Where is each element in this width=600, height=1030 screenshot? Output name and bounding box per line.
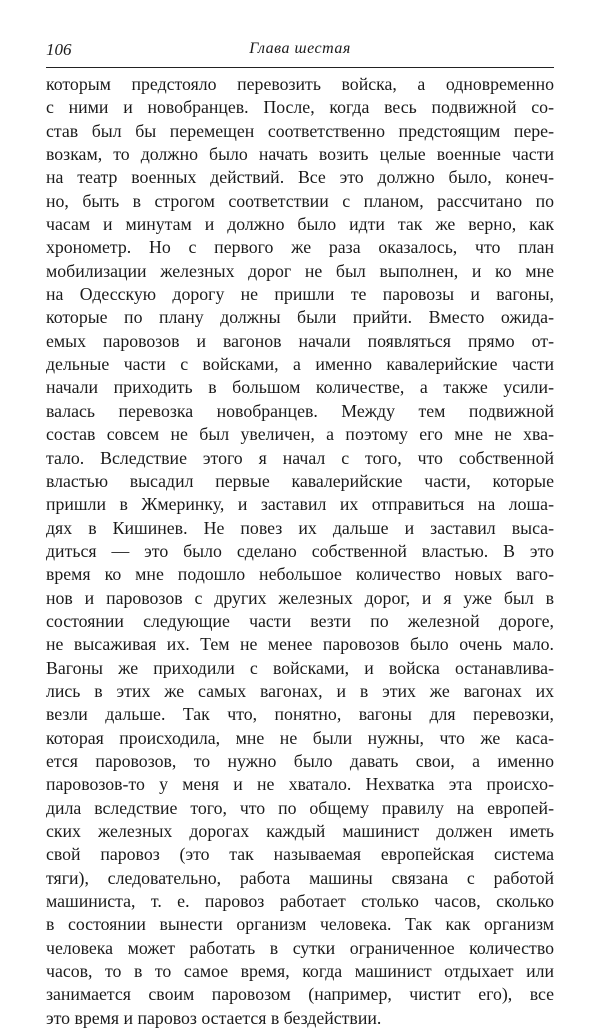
text-line: в состоянии вынести организм человека. Так как организм (46, 914, 554, 935)
text-line: которая происходила, мне не были нужны, что же каса- (46, 727, 554, 748)
text-line: состоянии следующие части везти по железной дороге, (46, 610, 554, 631)
text-line: это время и паровоз остается в бездействии. (46, 1007, 382, 1028)
text-line: дях в Кишинев. Не повез их дальше и заставил выса- (46, 517, 554, 538)
text-line: лись в этих же самых вагонах, и в этих же вагонах их (46, 680, 554, 701)
text-line: не высаживая их. Тем не менее паровозов было очень мало. (46, 634, 554, 655)
text-line: занимается своим паровозом (например, чистит его), все (46, 984, 554, 1005)
text-line: паровозов-то у меня и не хватало. Нехватка эта происхо- (46, 774, 554, 795)
text-line: которые по плану должны были прийти. Вместо ожида- (46, 307, 554, 328)
text-line: везли дальше. Так что, понятно, вагоны для перевозки, (46, 704, 554, 725)
text-line: дельные части с войсками, а именно кавалерийские части (46, 354, 554, 375)
text-line: машиниста, т. е. паровоз работает столько часов, сколько (46, 891, 554, 912)
text-line: состав совсем не был увеличен, а поэтому его мне не хва- (46, 424, 554, 445)
text-line: время ко мне подошло небольшое количество новых ваго- (46, 564, 554, 585)
body-text (46, 73, 554, 1030)
text-line: нов и паровозов с других железных дорог, и я уже был в (46, 587, 554, 608)
running-head (46, 40, 554, 62)
text-line: диться — это было сделано собственной властью. В это (46, 540, 554, 561)
text-line: став был бы перемещен соответственно предстоящим пере- (46, 120, 554, 141)
text-line: с ними и новобранцев. После, когда весь подвижной со- (46, 97, 554, 118)
text-line: которым предстояло перевозить войска, а одновременно (46, 74, 554, 94)
text-line: дила вследствие того, что по общему правилу на европей- (46, 797, 554, 818)
text-line: на театр военных действий. Все это должно было, конеч- (46, 167, 554, 188)
text-line: человека может работать в сутки ограниченное количество (46, 937, 554, 958)
text-line: часов, то в то самое время, когда машинист отдыхает или (46, 961, 554, 982)
text-line: свой паровоз (это так называемая европейская система (46, 844, 554, 865)
text-line: возкам, то должно было начать возить целые военные части (46, 144, 554, 165)
text-line: валась перевозка новобранцев. Между тем подвижной (46, 400, 554, 421)
text-line: начали приходить в большом количестве, а также усили- (46, 377, 554, 398)
text-line: часам и минутам и должно было идти так же верно, как (46, 214, 554, 235)
text-line: Вагоны же приходили с войсками, и войска останавлива- (46, 657, 554, 678)
text-line: тало. Вследствие этого я начал с того, что собственной (46, 447, 554, 468)
text-line: властью высадил первые кавалерийские части, которые (46, 470, 554, 491)
text-line: ских железных дорогах каждый машинист должен иметь (46, 821, 554, 841)
text-line: ется паровозов, то нужно было давать свои, а именно (46, 750, 554, 771)
page-number: 106 (46, 40, 72, 59)
text-line: но, быть в строгом соответствии с планом, рассчитано по (46, 190, 554, 211)
text-line: тяги), следовательно, работа машины связана с работой (46, 867, 554, 888)
header-rule (46, 67, 554, 68)
text-line: мобилизации железных дорог не был выполнен, и ко мне (46, 260, 554, 281)
text-line: хронометр. Но с первого же раза оказалось, что план (46, 237, 554, 258)
text-line: на Одесскую дорогу не пришли те паровозы и вагоны, (46, 284, 554, 305)
text-line: емых паровозов и вагонов начали появляться прямо от- (46, 330, 554, 351)
text-line: пришли в Жмеринку, и заставил их отправиться на лоша- (46, 494, 554, 515)
chapter-title: Глава шестая (249, 40, 351, 57)
